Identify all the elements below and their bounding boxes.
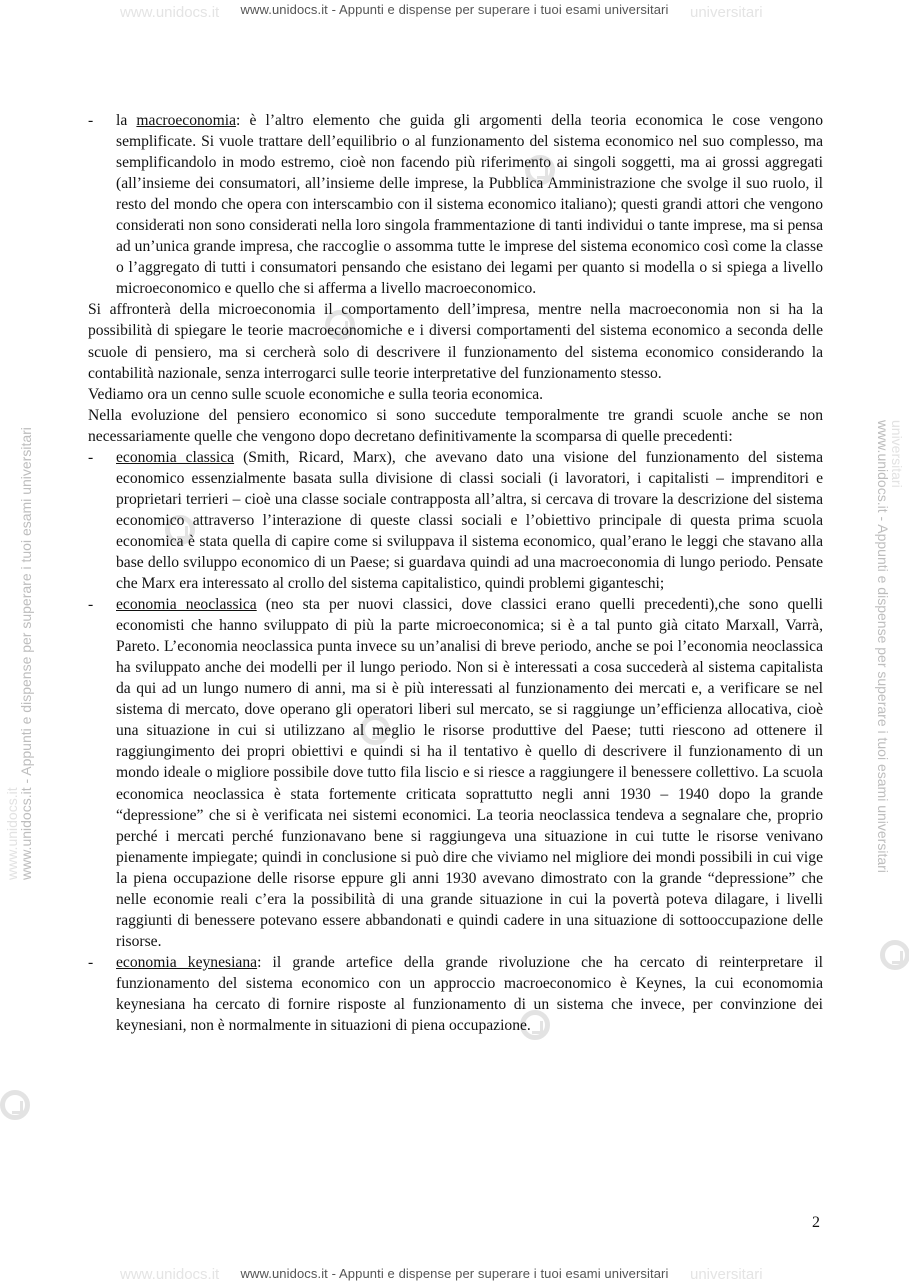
unidocs-logo-watermark-icon	[0, 1090, 30, 1120]
paragraph-evoluzione: Nella evoluzione del pensiero economico si sono succedute temporalmente tre grandi scuole anche se non necessariamente quelle che vengono dopo decretano definitivamente la scomparsa di quelle precedenti:	[88, 406, 823, 445]
watermark-ghost-top-left: www.unidocs.it	[120, 4, 220, 21]
page-number: 2	[812, 1214, 820, 1231]
watermark-ghost-top-right: universitari	[690, 4, 763, 21]
watermark-ghost-bottom-left: www.unidocs.it	[120, 1266, 220, 1283]
list-text: : il grande artefice della grande rivoluzione che ha cercato di reinterpretare il funzionamento del sistema economico con un approccio macroeconomico è Keynes, la cui economomia keynesiana ha cercato di fornire risposte al funzionamento di un sistema che invece, per convinzione dei keynesiani, non è normalmente in situazioni di piena occupazione.	[116, 953, 823, 1035]
list-text: (Smith, Ricard, Marx), che avevano dato una visione del funzionamento del sistema economico essenzialmente basata sulla divisione di classi sociali (i lavoratori, i capitalisti – imprenditori e proprietari terrieri – cioè una classe sociale contrapposta all’altra, si cercava di trovare la descrizione del sistema economico attraverso l’interazione di queste classi sociali e l’obiettivo principale di questa prima scuola economica è stata quella di capire come si sviluppava il sistema economico, qual’erano le leggi che stavano alla base dello sviluppo economico di un Paese; si guardava quindi ad una macroeconomia di lungo periodo. Pensate che Marx era interessato al crollo del sistema capitalistico, quindi problemi giganteschi;	[116, 448, 823, 593]
side-watermark-left: www.unidocs.it - Appunti e dispense per superare i tuoi esami universitari	[18, 427, 34, 880]
list-text: : è l’altro elemento che guida gli argomenti della teoria economica le cose vengono semplificate. Si vuole trattare dell’equilibrio o al funzionamento del sistema economico nel suo complesso, ma semplificandolo in modo estremo, cioè non facendo più riferimento ai singoli soggetti, ma ai grossi aggregati (all’insieme dei consumatori, all’insieme delle imprese, la Pubblica Amministrazione che svolge il suo ruolo, il resto del mondo che opera con interscambio con il sistema economico italiano); questi grandi attori che vengono considerati non sono considerati nella loro singola frammentazione di tanti individui o tante imprese, ma si pensa ad un’unica grande impresa, che raccoglie o assomma tutte le imprese del sistema economico così come la classe o l’aggregato di tutti i consumatori pensando che esistano dei legami per quanto si modella o si spiega a livello microeconomico e quello che si afferma a livello macroeconomico.	[116, 112, 824, 298]
side-watermark-left-faint: www.unidocs.it	[4, 787, 20, 880]
paragraph-microeconomia: Si affronterà della microeconomia il comportamento dell’impresa, mentre nella macroeconomia non si ha la possibilità di spiegare le teorie macroeconomiche e i diversi comportamenti del sistema economico a seconda delle scuole di pensiero, ma si cercherà solo di descrivere il funzionamento del sistema economico considerando la contabilità nazionale, senza interrogarci sulle teorie interpretative del funzionamento stesso.	[88, 301, 823, 382]
term-economia-neoclassica: economia neoclassica	[116, 596, 257, 614]
list-dash: -	[88, 448, 94, 466]
paragraph-cenno: Vediamo ora un cenno sulle scuole economiche e sulla teoria economica.	[88, 385, 544, 403]
list-text: (neo sta per nuovi classici, dove classici erano quelli precedenti),che sono quelli economisti che hanno sviluppato di più la parte microeconomica; si è a tal punto già citato Marxall, Varrà, Pareto. L’economia neoclassica punta invece su un’analisi di breve periodo, anche se poi l’economia neoclassica ha sviluppato anche dei modelli per il lungo periodo. Non si è interessati a cosa succederà al sistema capitalista da qui ad un lungo numero di anni, ma si è più interessati al funzionamento dei mercati e, a verificare se nel sistema di mercato, dove operano gli operatori liberi sul mercato, se si raggiunge un’efficienza allocativa, cioè una situazione in cui si utilizzano al meglio le risorse produttive del Paese; tutti riescono ad ottenere il raggiungimento dei propri obiettivi e quindi si ha il tentativo è quello di descrivere il funzionamento di un mondo ideale o migliore possibile dove tutto fila liscio e si riesce a raggiungere il benessere collettivo. La scuola economica neoclassica è stata fortemente criticata soprattutto negli anni 1930 – 1940 dopo la grande “depressione” che si è verificata nei sistemi economici. La teoria neoclassica tendeva a segnalare che, proprio perché i mercati perché funzionavano bene si raggiungeva una situazione in cui tutte le risorse venivano pienamente impiegate; quindi in conclusione si può dire che viviamo nel migliore dei mondi possibili in cui vige la piena occupazione delle risorse eppure gli anni 1930 avevano dimostrato con la grande “depressione” che nelle economie reali c’era la possibilità di una grande situazione in cui la povertà poteva dilagare, i livelli raggiunti di benessere potevano essere abbandonati e quindi cadere in una situazione di sottooccupazione delle risorse.	[116, 596, 823, 950]
list-dash: -	[88, 112, 94, 129]
side-watermark-right: www.unidocs.it - Appunti e dispense per superare i tuoi esami universitari	[875, 420, 891, 873]
list-item-economia-neoclassica	[88, 594, 823, 952]
term-macroeconomia: macroeconomia	[136, 112, 236, 129]
list-dash: -	[88, 596, 94, 614]
list-item-macroeconomia	[88, 110, 823, 299]
term-economia-keynesiana: economia keynesiana	[116, 953, 258, 971]
term-economia-classica: economia classica	[116, 448, 235, 466]
list-lead: la	[116, 112, 137, 129]
watermark-ghost-bottom-right: universitari	[690, 1266, 763, 1283]
footer-watermark-banner: www.unidocs.it - Appunti e dispense per superare i tuoi esami universitari	[240, 1266, 669, 1281]
header-watermark-banner: www.unidocs.it - Appunti e dispense per superare i tuoi esami universitari	[240, 2, 669, 17]
side-watermark-right-faint: universitari	[889, 420, 905, 488]
document-body	[88, 110, 823, 1036]
list-item-economia-keynesiana	[88, 952, 823, 1036]
unidocs-logo-watermark-icon	[880, 940, 909, 970]
list-item-economia-classica	[88, 447, 823, 594]
list-dash: -	[88, 953, 94, 971]
